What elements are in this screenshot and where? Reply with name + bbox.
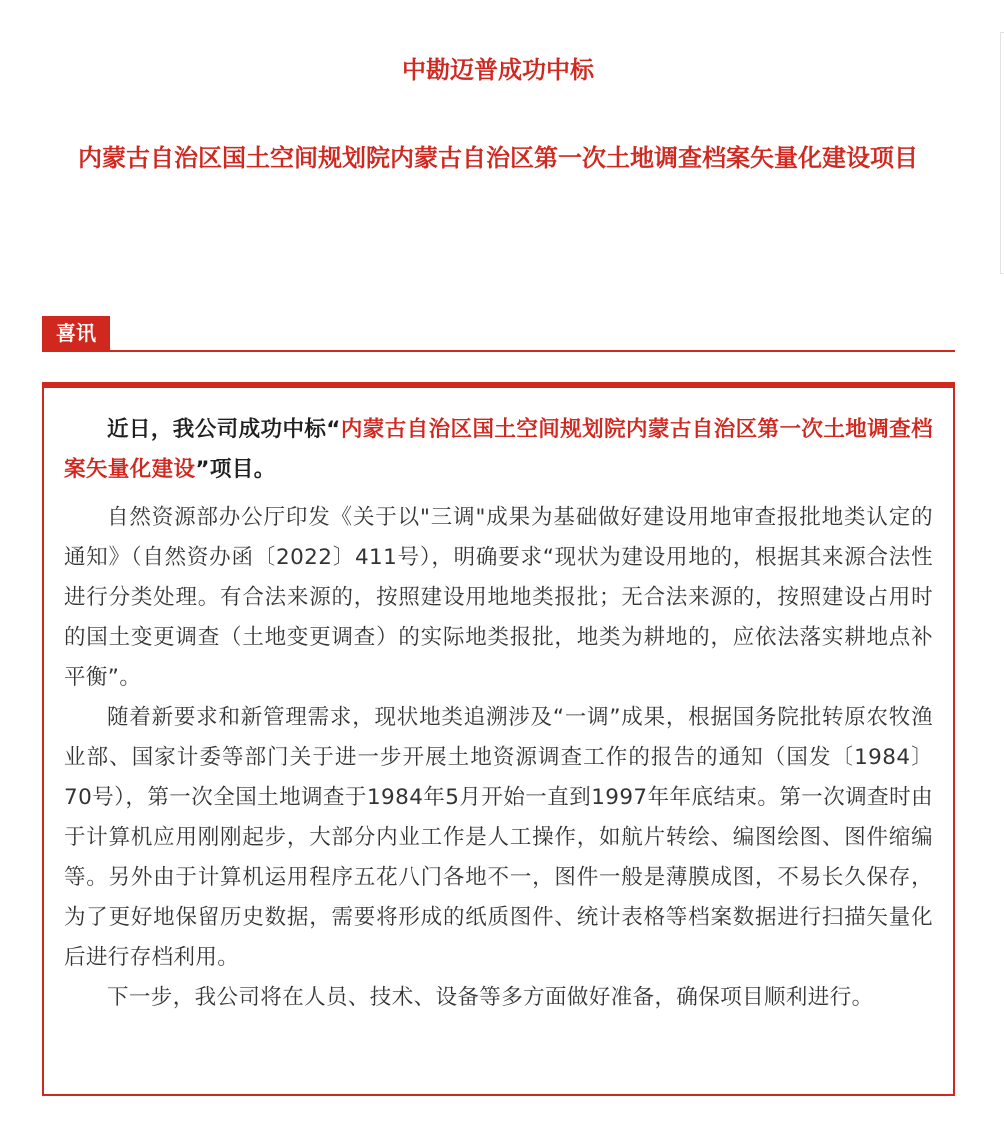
project-name-highlight: 内蒙古自治区国土空间规划院内蒙古自治区第一次土地调查档案矢量化建设 [64, 417, 933, 482]
body-paragraph: 下一步，我公司将在人员、技术、设备等多方面做好准备，确保项目顺利进行。 [107, 985, 874, 1010]
body-paragraph: 自然资源部办公厅印发《关于以"三调"成果为基础做好建设用地审查报批地类认定的通知》（自然资办函〔2022〕411号），明确要求“现状为建设用地的，根据其来源合法性进行分类处理。有合法来源的，按照建设用地地类报批；无合法来源的，按照建设占用时的国土变更调查（土地变更调查）的实际地类报批，地类为耕地的，应依法落实耕地点补平衡”。 [64, 505, 933, 690]
scrollbar-edge[interactable] [1000, 32, 1004, 274]
section-tag: 喜讯 [42, 316, 110, 350]
body-paragraph: 随着新要求和新管理需求，现状地类追溯涉及“一调”成果，根据国务院批转原农牧渔业部、国家计委等部门关于进一步开展土地资源调查工作的报告的通知（国发〔1984〕70号），第一次全国土地调查于1984年5月开始一直到1997年年底结束。第一次调查时由于计算机应用刚刚起步，大部分内业工作是人工操作，如航片转绘、编图绘图、图件缩编等。另外由于计算机运用程序五花八门各地不一，图件一般是薄膜成图，不易长久保存，为了更好地保留历史数据，需要将形成的纸质图件、统计表格等档案数据进行扫描矢量化后进行存档利用。 [64, 705, 933, 970]
page-title: 中勘迈普成功中标 [402, 56, 594, 84]
project-title: 内蒙古自治区国土空间规划院内蒙古自治区第一次土地调查档案矢量化建设项目 [78, 144, 918, 172]
lead-suffix: ”项目。 [195, 457, 276, 482]
lead-prefix: 近日，我公司成功中标“ [107, 417, 341, 442]
article-content-box [42, 382, 955, 1096]
lead-paragraph [64, 410, 933, 490]
section-header [42, 316, 955, 352]
